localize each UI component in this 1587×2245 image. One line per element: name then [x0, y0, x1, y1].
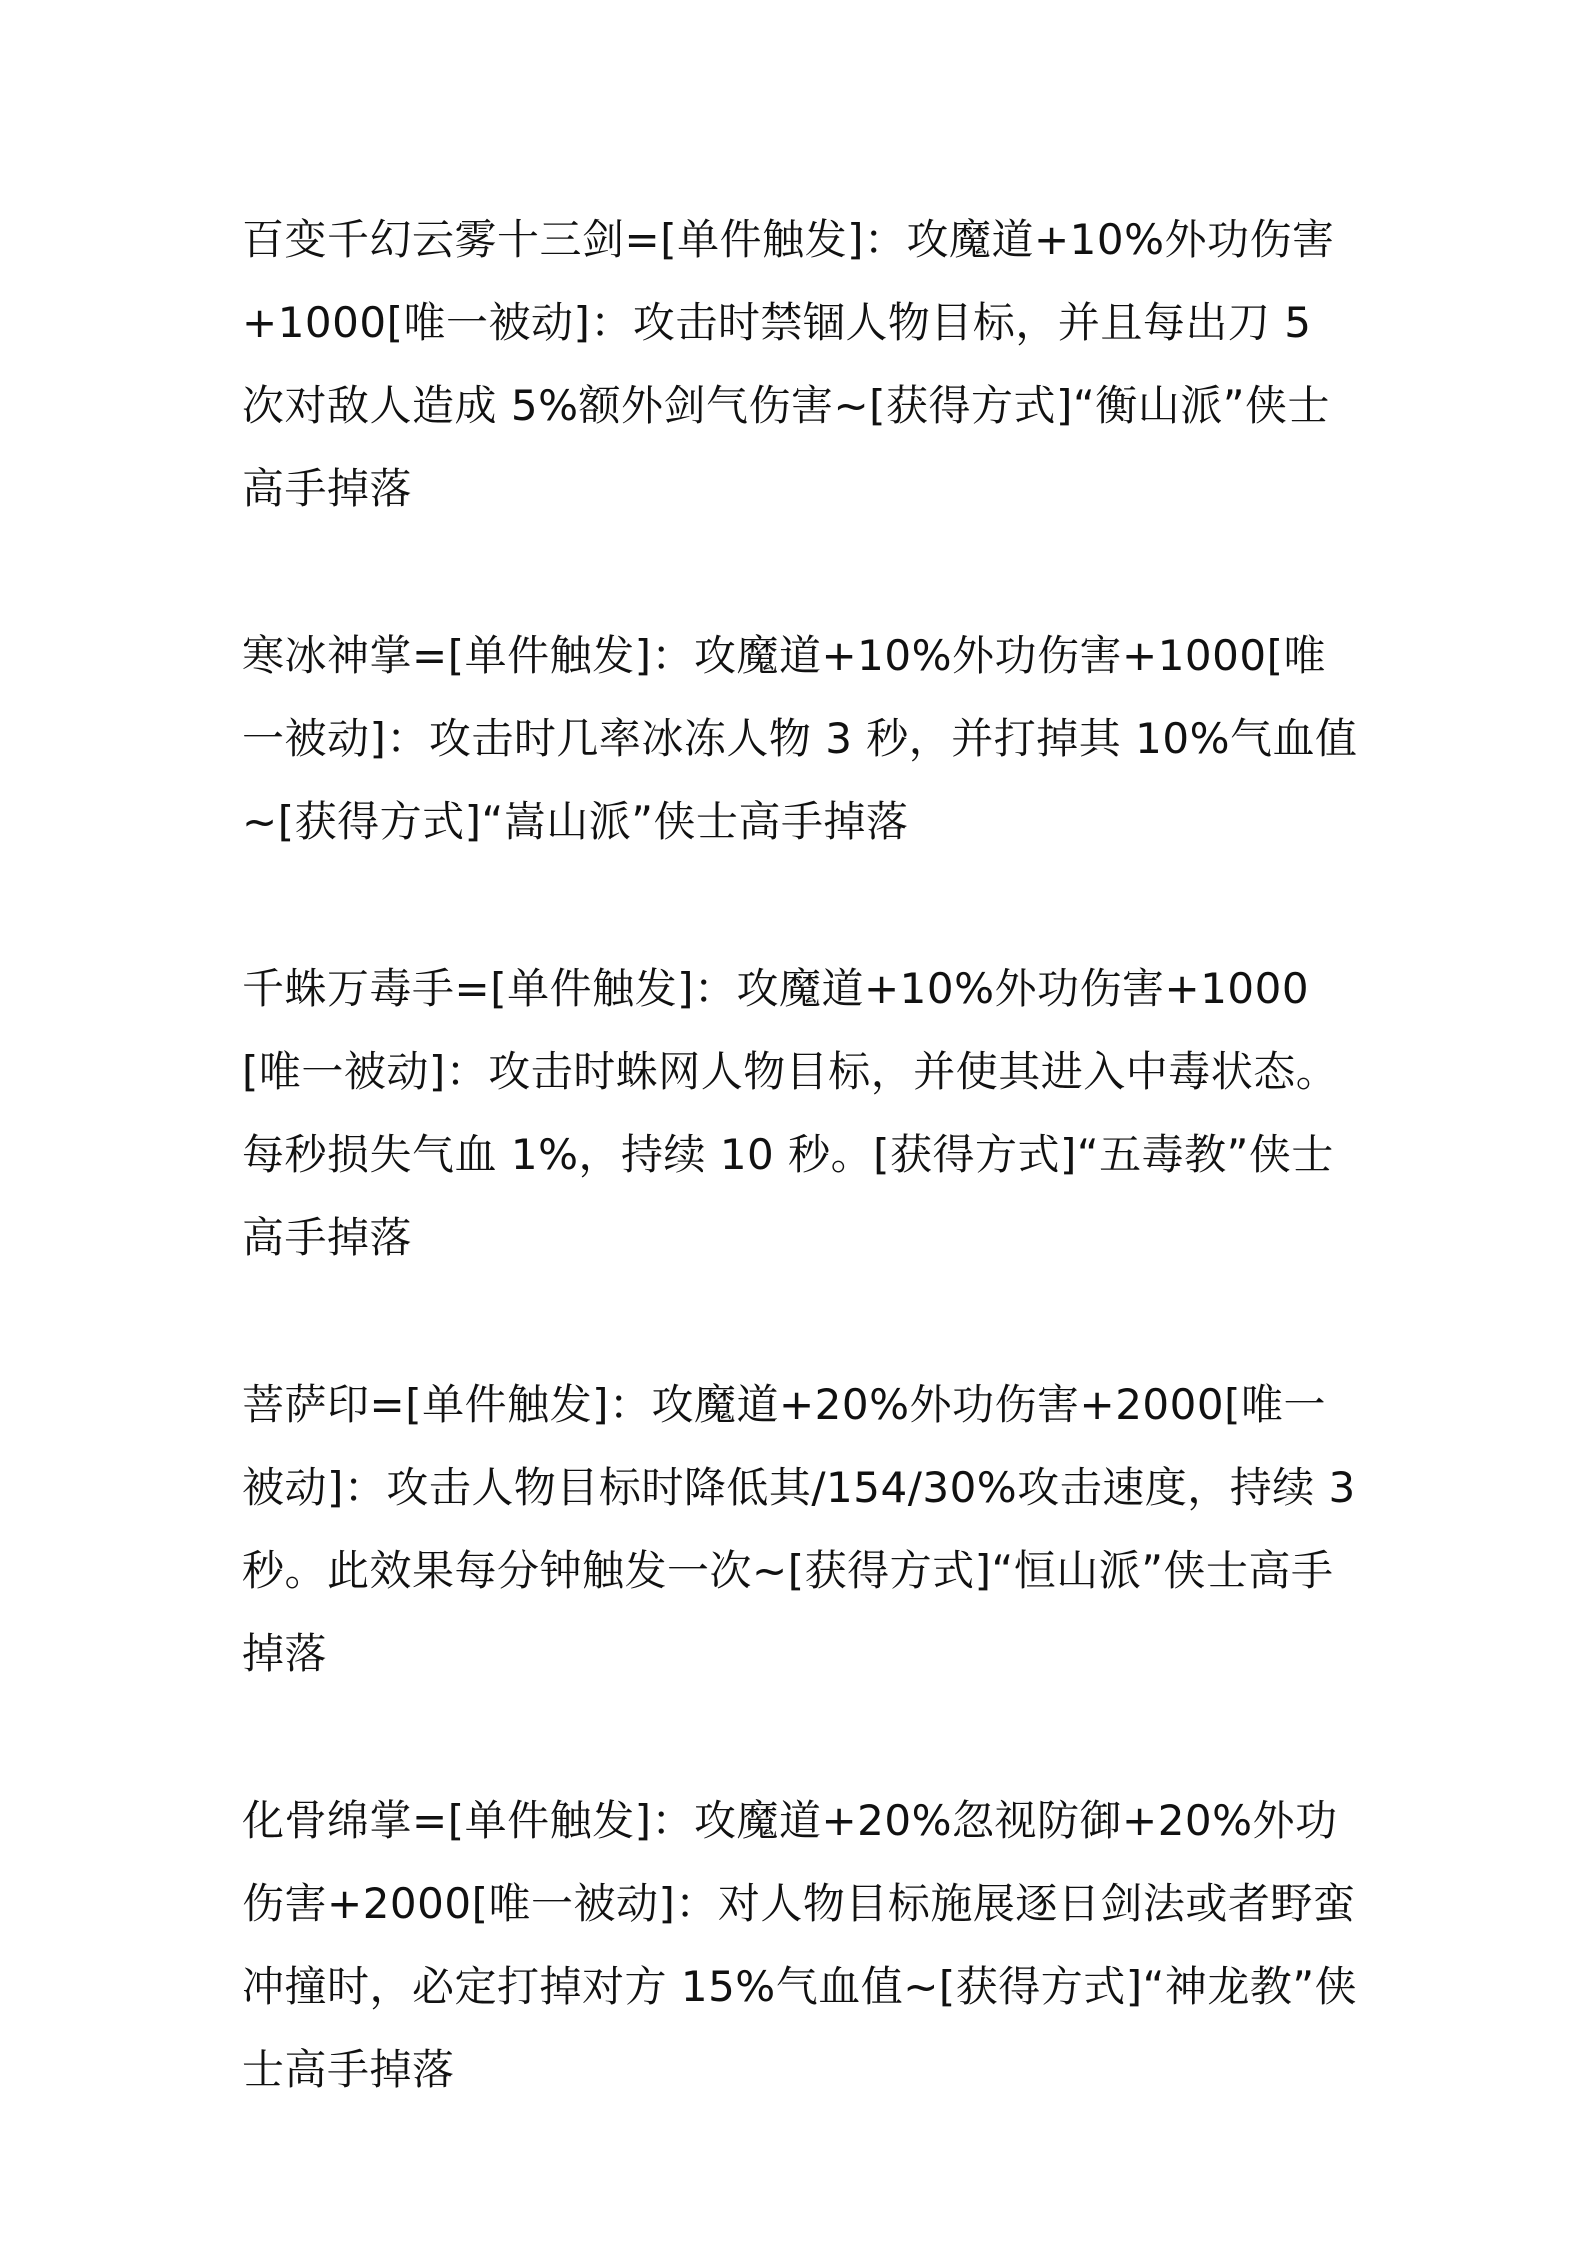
- entry-hanbing-shenzhang: 寒冰神掌=[单件触发]：攻魔道+10%外功伤害+1000[唯一被动]：攻击时几率冰冻人物 3 秒，并打掉其 10%气血值~[获得方式]“嵩山派”侠士高手掉落: [242, 631, 1358, 846]
- entry-pusa-yin: 菩萨印=[单件触发]：攻魔道+20%外功伤害+2000[唯一被动]：攻击人物目标时降低其/154/30%攻击速度，持续 3 秒。此效果每分钟触发一次~[获得方式]“恒山派”侠士高手掉落: [242, 1380, 1356, 1678]
- entry-baibian-qianhuan-sword: 百变千幻云雾十三剑=[单件触发]：攻魔道+10%外功伤害+1000[唯一被动]：攻击时禁锢人物目标，并且每出刀 5 次对敌人造成 5%额外剑气伤害~[获得方式]“衡山派”侠士高手掉落: [242, 215, 1335, 513]
- entry-huagu-mianzhang: 化骨绵掌=[单件触发]：攻魔道+20%忽视防御+20%外功伤害+2000[唯一被动]：对人物目标施展逐日剑法或者野蛮冲撞时，必定打掉对方 15%气血值~[获得方式]“神龙教”侠士高手掉落: [242, 1796, 1358, 2094]
- entry-qianzhu-wandu-shou: 千蛛万毒手=[单件触发]：攻魔道+10%外功伤害+1000[唯一被动]：攻击时蛛网人物目标，并使其进入中毒状态。每秒损失气血 1%，持续 10 秒。[获得方式]“五毒教”侠士高手掉落: [242, 964, 1339, 1262]
- document-body: [242, 198, 1362, 2111]
